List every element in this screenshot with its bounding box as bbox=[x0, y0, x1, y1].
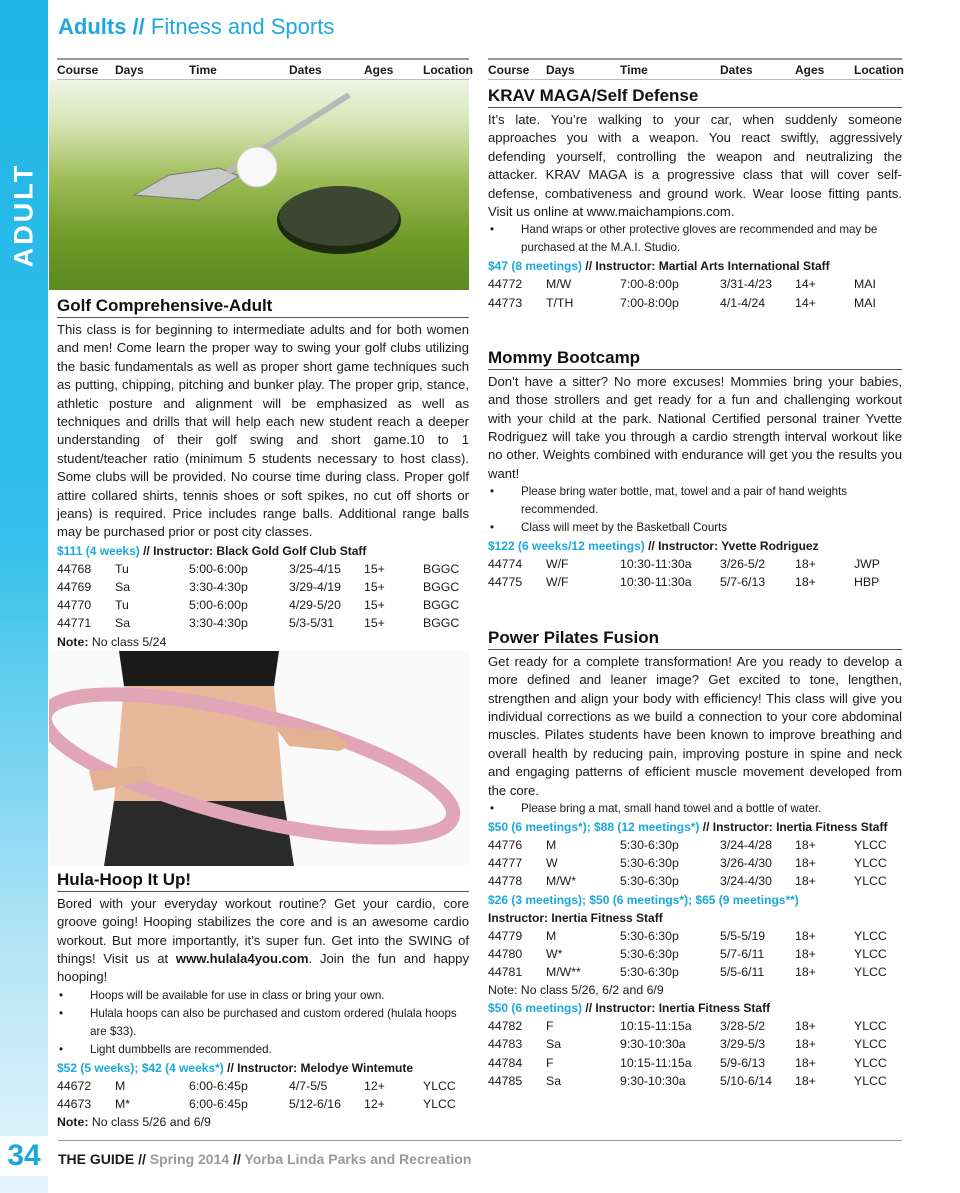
table-cell: M bbox=[115, 1078, 126, 1093]
golf-photo bbox=[49, 80, 469, 290]
table-cell: Sa bbox=[115, 616, 131, 631]
table-row bbox=[57, 614, 469, 632]
hula-fee bbox=[57, 1059, 469, 1077]
table-cell: 18+ bbox=[795, 575, 816, 590]
table-cell: 18+ bbox=[795, 964, 816, 979]
table-cell: 4/1-4/24 bbox=[720, 295, 766, 310]
table-cell: 5:30-6:30p bbox=[620, 874, 679, 889]
table-cell: 44783 bbox=[488, 1037, 523, 1052]
pilates-description: Get ready for a complete transformation! Are you ready to develop a more defined and leaner image? Get excited to tone, lengthen, strengthen and align your body with efficiency! This class will give you individual corrections as we build a connection to your core abdominal muscles. Pilates students have been known to improve breathing and overall health by reducing pain, improving posture in spine and neck and engaging patterns of efficient muscle movement developed from the core. bbox=[488, 653, 902, 798]
table-row bbox=[488, 872, 902, 890]
left-column bbox=[57, 58, 473, 1131]
table-cell: 18+ bbox=[795, 874, 816, 889]
table-cell: M/W** bbox=[546, 964, 581, 979]
hula-instructor: // Instructor: Melodye Wintemute bbox=[223, 1060, 414, 1075]
pilates-price-1: $50 (6 meetings*); $88 (12 meetings*) bbox=[488, 819, 700, 834]
table-cell: F bbox=[546, 1055, 554, 1070]
table-cell: YLCC bbox=[423, 1078, 456, 1093]
table-row bbox=[57, 560, 469, 578]
pilates-price-3: $50 (6 meetings) bbox=[488, 1001, 583, 1016]
table-cell: 6:00-6:45p bbox=[189, 1078, 248, 1093]
table-cell: 5:30-6:30p bbox=[620, 946, 679, 961]
table-cell: YLCC bbox=[854, 1037, 887, 1052]
table-row bbox=[57, 596, 469, 614]
table-cell: 5/3-5/31 bbox=[289, 616, 335, 631]
table-cell: 18+ bbox=[795, 946, 816, 961]
krav-bullets bbox=[488, 221, 902, 257]
mommy-description: Don’t have a sitter? No more excuses! Mommies bring your babies, and those strollers and get ready for a fun and challenging workout with your child at the park. National Certified personal trainer Yvette Rodriguez will take you through a cardio strength interval workout like no other. Weights combined with endurance will get you the results you want! bbox=[488, 373, 902, 481]
table-cell: 10:15-11:15a bbox=[620, 1019, 692, 1034]
pilates-schedule-2 bbox=[488, 927, 902, 982]
table-cell: M/W* bbox=[546, 874, 577, 889]
table-cell: 14+ bbox=[795, 277, 816, 292]
footer-guide: THE GUIDE // bbox=[58, 1151, 146, 1167]
table-row bbox=[488, 963, 902, 981]
golf-price: $111 (4 weeks) bbox=[57, 543, 140, 558]
page-footer bbox=[58, 1140, 902, 1167]
table-cell: 3/29-5/3 bbox=[720, 1037, 766, 1052]
footer-season: Spring 2014 bbox=[145, 1151, 234, 1167]
pilates-fee-3 bbox=[488, 999, 902, 1017]
table-cell: F bbox=[546, 1019, 554, 1034]
table-cell: 44773 bbox=[488, 295, 523, 310]
table-row bbox=[488, 573, 902, 591]
table-cell: 5:00-6:00p bbox=[189, 598, 248, 613]
table-cell: 44770 bbox=[57, 598, 92, 613]
krav-schedule bbox=[488, 275, 902, 311]
table-cell: 3/24-4/28 bbox=[720, 837, 772, 852]
table-cell: 3/25-4/15 bbox=[289, 561, 341, 576]
table-cell: Sa bbox=[115, 580, 131, 595]
mommy-price: $122 (6 weeks/12 meetings) bbox=[488, 539, 645, 554]
table-cell: BGGC bbox=[423, 616, 460, 631]
table-cell: 44785 bbox=[488, 1073, 523, 1088]
table-cell: W/F bbox=[546, 575, 569, 590]
table-cell: 10:30-11:30a bbox=[620, 575, 692, 590]
table-cell: 3/26-5/2 bbox=[720, 557, 766, 572]
table-cell: 7:00-8:00p bbox=[620, 295, 679, 310]
hula-illustration bbox=[49, 651, 469, 866]
table-cell: 44775 bbox=[488, 575, 523, 590]
krav-description: It’s late. You’re walking to your car, when suddenly someone approaches you with a weapon. You react swiftly, aggressively defending yourself, controlling the weapon and neutralizing the attacker. KRAV MAGA is a progressive class that will cover self-defense, combativeness and ground work. Wear loose fitting pants. Visit us online at www.maichampions.com. bbox=[488, 112, 902, 220]
hula-note bbox=[57, 1113, 469, 1131]
top-garment bbox=[119, 651, 279, 686]
mommy-fee bbox=[488, 537, 902, 555]
golf-fee bbox=[57, 542, 469, 560]
table-cell: M* bbox=[115, 1096, 131, 1111]
table-cell: Sa bbox=[546, 1037, 562, 1052]
table-cell: 18+ bbox=[795, 928, 816, 943]
right-column bbox=[488, 58, 902, 1090]
pilates-instructor-3: // Instructor: Inertia Fitness Staff bbox=[582, 1001, 771, 1016]
pilates-schedule-1 bbox=[488, 836, 902, 891]
pilates-schedule-3 bbox=[488, 1017, 902, 1090]
table-cell: 44780 bbox=[488, 946, 523, 961]
table-cell: 5/5-5/19 bbox=[720, 928, 766, 943]
table-cell: 5/9-6/13 bbox=[720, 1055, 766, 1070]
table-cell: M bbox=[546, 928, 557, 943]
table-cell: YLCC bbox=[423, 1096, 456, 1111]
section-side-label bbox=[0, 140, 48, 290]
pilates-title: Power Pilates Fusion bbox=[488, 628, 902, 650]
table-cell: 6:00-6:45p bbox=[189, 1096, 248, 1111]
table-row bbox=[57, 1077, 469, 1095]
header-course: Course bbox=[488, 62, 530, 77]
table-cell: 44768 bbox=[57, 561, 92, 576]
table-cell: 44782 bbox=[488, 1019, 523, 1034]
header-ages: Ages bbox=[364, 62, 394, 77]
golf-description: This class is for beginning to intermediate adults and for both women and men! Come learn the proper way to swing your golf clubs utilizing the basic fundamentals as well as proper short game techniques such as putting, chipping, pitching and bunker play. The proper grip, stance, athletic posture and alignment will be emphasized as well as techniques and drills that will help each new student reach a deeper understanding of their golf swing and short game.10 to 1 student/teacher ratio (minimum 5 students necessary to host class). Some clubs will be provided. No course time during class. Proper golf attire collared shirts, tennis shoes or soft spikes, no cut off shorts or jeans) is required. Price includes range balls. Additional range balls may be purchased prior or post city classes. bbox=[57, 322, 469, 540]
page-title-bold: Adults // bbox=[58, 14, 145, 39]
table-cell: 5/10-6/14 bbox=[720, 1073, 772, 1088]
table-cell: 18+ bbox=[795, 837, 816, 852]
hula-schedule bbox=[57, 1077, 469, 1113]
table-cell: JWP bbox=[854, 557, 880, 572]
table-cell: YLCC bbox=[854, 946, 887, 961]
table-row bbox=[488, 927, 902, 945]
table-cell: BGGC bbox=[423, 598, 460, 613]
table-row bbox=[488, 945, 902, 963]
table-cell: 15+ bbox=[364, 561, 385, 576]
krav-title: KRAV MAGA/Self Defense bbox=[488, 86, 902, 108]
header-course: Course bbox=[57, 62, 99, 77]
table-header bbox=[57, 58, 473, 80]
header-dates: Dates bbox=[289, 62, 322, 77]
table-cell: YLCC bbox=[854, 928, 887, 943]
table-cell: 5:30-6:30p bbox=[620, 837, 679, 852]
list-item: • Hand wraps or other protective gloves are recommended and may be purchased at the M.A.I. Studio. bbox=[488, 221, 902, 257]
table-cell: 5:30-6:30p bbox=[620, 856, 679, 871]
page-number: 34 bbox=[0, 1136, 48, 1176]
krav-instructor: // Instructor: Martial Arts International Staff bbox=[582, 259, 830, 274]
table-cell: 44673 bbox=[57, 1096, 92, 1111]
table-cell: 18+ bbox=[795, 1019, 816, 1034]
note-text: Note: bbox=[57, 634, 89, 649]
table-cell: Tu bbox=[115, 598, 129, 613]
table-row bbox=[488, 1054, 902, 1072]
table-cell: 44777 bbox=[488, 856, 523, 871]
golf-club-head bbox=[134, 168, 239, 200]
note-text: Note: bbox=[57, 1115, 89, 1130]
table-cell: 5/7-6/13 bbox=[720, 575, 766, 590]
note-text: No class 5/26 and 6/9 bbox=[88, 1115, 211, 1130]
table-cell: YLCC bbox=[854, 837, 887, 852]
table-cell: 12+ bbox=[364, 1096, 385, 1111]
header-location: Location bbox=[423, 62, 473, 77]
table-cell: 18+ bbox=[795, 1055, 816, 1070]
header-days: Days bbox=[546, 62, 575, 77]
mommy-schedule bbox=[488, 555, 902, 591]
table-cell: 7:00-8:00p bbox=[620, 277, 679, 292]
table-cell: 10:15-11:15a bbox=[620, 1055, 692, 1070]
header-time: Time bbox=[620, 62, 648, 77]
table-cell: 5:00-6:00p bbox=[189, 561, 248, 576]
table-cell: YLCC bbox=[854, 964, 887, 979]
table-cell: 5/5-6/11 bbox=[720, 964, 765, 979]
table-cell: YLCC bbox=[854, 1055, 887, 1070]
table-cell: 15+ bbox=[364, 616, 385, 631]
golf-illustration bbox=[49, 80, 469, 290]
table-cell: 18+ bbox=[795, 557, 816, 572]
mommy-title: Mommy Bootcamp bbox=[488, 348, 902, 370]
table-row bbox=[488, 1072, 902, 1090]
page-title bbox=[58, 14, 334, 40]
table-cell: YLCC bbox=[854, 874, 887, 889]
table-cell: 18+ bbox=[795, 1073, 816, 1088]
hula-price: $52 (5 weeks); $42 (4 weeks*) bbox=[57, 1060, 224, 1075]
side-label-text: ADULT bbox=[8, 162, 39, 268]
table-cell: 44776 bbox=[488, 837, 523, 852]
table-cell: 14+ bbox=[795, 295, 816, 310]
table-cell: 15+ bbox=[364, 580, 385, 595]
table-cell: 9:30-10:30a bbox=[620, 1037, 686, 1052]
krav-price: $47 (8 meetings) bbox=[488, 259, 583, 274]
list-item: • Hoops will be available for use in class or bring your own. bbox=[57, 987, 469, 1005]
table-cell: Sa bbox=[546, 1073, 562, 1088]
table-cell: 5/12-6/16 bbox=[289, 1096, 341, 1111]
footer-separator: // bbox=[233, 1151, 241, 1167]
header-time: Time bbox=[189, 62, 217, 77]
table-cell: 3:30-4:30p bbox=[189, 616, 248, 631]
page-title-rest: Fitness and Sports bbox=[144, 14, 335, 39]
table-cell: 44774 bbox=[488, 557, 523, 572]
table-cell: 5:30-6:30p bbox=[620, 928, 679, 943]
table-cell: 15+ bbox=[364, 598, 385, 613]
golf-instructor: // Instructor: Black Gold Golf Club Staff bbox=[139, 543, 367, 558]
table-cell: BGGC bbox=[423, 580, 460, 595]
table-cell: 44779 bbox=[488, 928, 523, 943]
hula-title: Hula-Hoop It Up! bbox=[57, 870, 469, 892]
table-cell: 44784 bbox=[488, 1055, 523, 1070]
table-row bbox=[488, 294, 902, 312]
table-row bbox=[57, 1095, 469, 1113]
list-item: • Class will meet by the Basketball Courts bbox=[488, 519, 902, 537]
hula-bullets bbox=[57, 987, 469, 1059]
table-cell: 18+ bbox=[795, 1037, 816, 1052]
table-cell: 5/7-6/11 bbox=[720, 946, 765, 961]
table-cell: 3/28-5/2 bbox=[720, 1019, 766, 1034]
table-cell: W bbox=[546, 856, 558, 871]
list-item: • Please bring a mat, small hand towel and a bottle of water. bbox=[488, 800, 902, 818]
table-cell: 3:30-4:30p bbox=[189, 580, 248, 595]
golf-note bbox=[57, 633, 469, 651]
table-row bbox=[57, 578, 469, 596]
mommy-instructor: // Instructor: Yvette Rodriguez bbox=[644, 539, 819, 554]
table-cell: 3/24-4/30 bbox=[720, 874, 772, 889]
table-cell: 4/29-5/20 bbox=[289, 598, 341, 613]
pilates-instructor-1: // Instructor: Inertia Fitness Staff bbox=[699, 819, 888, 834]
table-cell: BGGC bbox=[423, 561, 460, 576]
list-item: • Light dumbbells are recommended. bbox=[57, 1041, 469, 1059]
table-cell: W* bbox=[546, 946, 563, 961]
mommy-bullets bbox=[488, 483, 902, 537]
table-cell: T/TH bbox=[546, 295, 574, 310]
golf-ball bbox=[237, 147, 277, 187]
golf-title: Golf Comprehensive-Adult bbox=[57, 296, 469, 318]
description-text: . Join the fun and happy hooping! bbox=[57, 950, 469, 985]
pilates-price-2: $26 (3 meetings); $50 (6 meetings*); $65 (9 meetings**) bbox=[488, 892, 799, 907]
hula-description bbox=[57, 895, 469, 987]
table-cell: 4/7-5/5 bbox=[289, 1078, 328, 1093]
golf-schedule bbox=[57, 560, 469, 633]
pilates-note: Note: No class 5/26, 6/2 and 6/9 bbox=[488, 983, 664, 998]
note-text: No class 5/24 bbox=[88, 634, 167, 649]
table-cell: W/F bbox=[546, 557, 569, 572]
table-cell: YLCC bbox=[854, 856, 887, 871]
pilates-fee-2 bbox=[488, 891, 902, 909]
header-location: Location bbox=[854, 62, 904, 77]
table-cell: 44771 bbox=[57, 616, 92, 631]
pilates-instructor-2: Instructor: Inertia Fitness Staff bbox=[488, 910, 663, 925]
table-row bbox=[488, 555, 902, 573]
table-cell: HBP bbox=[854, 575, 880, 590]
table-cell: 3/26-4/30 bbox=[720, 856, 772, 871]
table-cell: 44772 bbox=[488, 277, 523, 292]
hand-right bbox=[274, 726, 349, 751]
table-cell: 44781 bbox=[488, 964, 523, 979]
description-text: Bored with your everyday workout routine? Get your cardio, core groove going! Hooping stabilizes the core and is an awesome cardio workout. But more importantly, it’s super fun. Get into the SWING of things! Visit us at bbox=[57, 895, 469, 966]
footer-organization: Yorba Linda Parks and Recreation bbox=[240, 1151, 472, 1167]
table-cell: M/W bbox=[546, 277, 572, 292]
table-cell: 5:30-6:30p bbox=[620, 964, 679, 979]
table-cell: 44778 bbox=[488, 874, 523, 889]
header-dates: Dates bbox=[720, 62, 753, 77]
table-cell: 12+ bbox=[364, 1078, 385, 1093]
side-band bbox=[0, 0, 48, 1193]
table-cell: 10:30-11:30a bbox=[620, 557, 692, 572]
hula-website-link[interactable]: www.hulala4you.com bbox=[175, 950, 309, 966]
table-cell: MAI bbox=[854, 277, 876, 292]
pilates-fee-1 bbox=[488, 818, 902, 836]
list-item: • Please bring water bottle, mat, towel and a pair of hand weights recommended. bbox=[488, 483, 902, 519]
table-cell: 44769 bbox=[57, 580, 92, 595]
table-cell: YLCC bbox=[854, 1073, 887, 1088]
table-cell: 3/29-4/19 bbox=[289, 580, 341, 595]
table-cell: 9:30-10:30a bbox=[620, 1073, 686, 1088]
table-cell: YLCC bbox=[854, 1019, 887, 1034]
header-ages: Ages bbox=[795, 62, 825, 77]
table-row bbox=[488, 1035, 902, 1053]
table-cell: MAI bbox=[854, 295, 876, 310]
table-cell: 3/31-4/23 bbox=[720, 277, 772, 292]
table-row bbox=[488, 1017, 902, 1035]
table-cell: 18+ bbox=[795, 856, 816, 871]
pilates-bullets bbox=[488, 800, 902, 818]
header-days: Days bbox=[115, 62, 144, 77]
hula-photo bbox=[49, 651, 469, 866]
table-cell: M bbox=[546, 837, 557, 852]
table-header bbox=[488, 58, 902, 80]
table-row bbox=[488, 275, 902, 293]
list-item: • Hulala hoops can also be purchased and custom ordered (hulala hoops are $33). bbox=[57, 1005, 469, 1041]
krav-fee bbox=[488, 257, 902, 275]
table-row bbox=[488, 836, 902, 854]
table-cell: 44672 bbox=[57, 1078, 92, 1093]
table-cell: Tu bbox=[115, 561, 129, 576]
table-row bbox=[488, 854, 902, 872]
